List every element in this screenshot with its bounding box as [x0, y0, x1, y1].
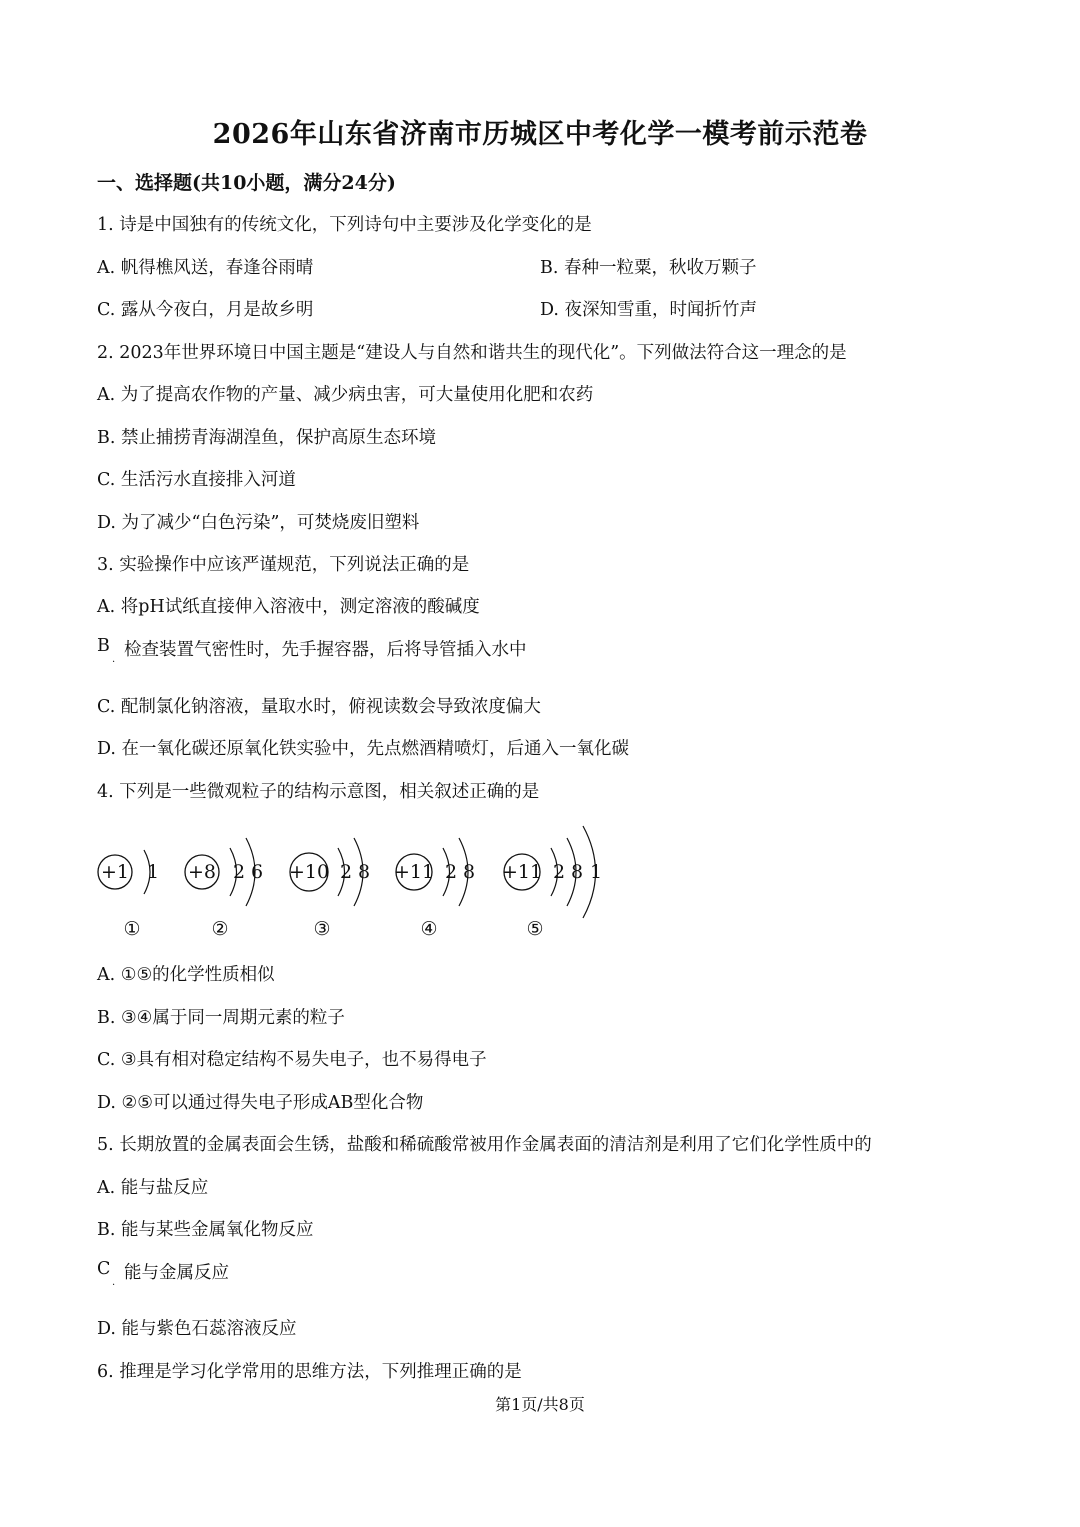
particle-1: [98, 850, 159, 940]
particle-5-electrons-1: 2: [552, 861, 566, 883]
particle-5-nucleus: +11: [501, 861, 543, 883]
q5-option-c-letter: C: [97, 1259, 111, 1279]
q2-option-a: A. 为了提高农作物的产量、减少病虫害，可大量使用化肥和农药: [97, 385, 594, 405]
q5-option-a: A. 能与盐反应: [97, 1178, 209, 1198]
q4-option-b: B. ③④属于同一周期元素的粒子: [97, 1008, 345, 1028]
q6-stem: 6. 推理是学习化学常用的思维方法，下列推理正确的是: [97, 1362, 522, 1382]
q5-stem: 5. 长期放置的金属表面会生锈，盐酸和稀硫酸常被用作金属表面的清洁剂是利用了它们化学性质中的: [97, 1135, 872, 1155]
q5-option-b: B. 能与某些金属氧化物反应: [97, 1220, 314, 1240]
particle-4-electrons-2: 8: [462, 861, 476, 883]
q3-option-c: C. 配制氯化钠溶液，量取水时，俯视读数会导致浓度偏大: [97, 697, 541, 717]
q2-option-c: C. 生活污水直接排入河道: [97, 470, 296, 490]
q1-option-a: A. 帆得樵风送，春逢谷雨晴: [97, 258, 314, 278]
atomic-structure-diagram: [90, 818, 620, 943]
particle-5-electrons-2: 8: [570, 861, 584, 883]
q4-stem: 4. 下列是一些微观粒子的结构示意图，相关叙述正确的是: [97, 782, 540, 802]
particle-3-electrons-1: 2: [339, 861, 353, 883]
q4-option-c: C. ③具有相对稳定结构不易失电子，也不易得电子: [97, 1050, 487, 1070]
q1-option-b: B. 春种一粒粟，秋收万颗子: [540, 258, 757, 278]
q5-option-c-dot: .: [112, 1277, 116, 1288]
section-heading: 一、选择题(共10小题，满分24分): [97, 172, 396, 194]
particle-1-label: ①: [123, 918, 141, 940]
particle-3-electrons-2: 8: [357, 861, 371, 883]
page-title: 2026年山东省济南市历城区中考化学一模考前示范卷: [212, 119, 868, 150]
particle-5-label: ⑤: [526, 918, 544, 940]
q2-stem: 2. 2023年世界环境日中国主题是“建设人与自然和谐共生的现代化”。下列做法符合这一理念的是: [97, 343, 847, 363]
particle-1-nucleus: +1: [100, 861, 130, 883]
particle-1-electrons-1: 1: [146, 861, 160, 883]
particle-4-nucleus: +11: [393, 861, 435, 883]
q4-option-a: A. ①⑤的化学性质相似: [97, 965, 275, 985]
q5-option-d: D. 能与紫色石蕊溶液反应: [97, 1319, 297, 1339]
particle-2-label: ②: [211, 918, 229, 940]
particle-2-electrons-1: 2: [232, 861, 246, 883]
particle-5-electrons-3: 1: [589, 861, 603, 883]
q3-option-b-dot: .: [112, 654, 116, 665]
q2-option-b: B. 禁止捕捞青海湖湟鱼，保护高原生态环境: [97, 428, 436, 448]
q3-option-b: 检查装置气密性时，先手握容器，后将导管插入水中: [124, 640, 527, 660]
particle-3-label: ③: [313, 918, 331, 940]
particle-3-nucleus: +10: [288, 861, 330, 883]
particle-2: [185, 838, 263, 940]
particle-4-label: ④: [420, 918, 438, 940]
page-footer: 第1页/共8页: [495, 1395, 585, 1414]
particle-3: [289, 838, 370, 940]
q2-option-d: D. 为了减少“白色污染”，可焚烧废旧塑料: [97, 513, 420, 533]
particle-2-nucleus: +8: [187, 861, 217, 883]
particle-4-electrons-1: 2: [444, 861, 458, 883]
particle-2-electrons-2: 6: [250, 861, 264, 883]
particle-5: [502, 826, 602, 940]
q3-option-d: D. 在一氧化碳还原氧化铁实验中，先点燃酒精喷灯，后通入一氧化碳: [97, 739, 630, 759]
q3-option-a: A. 将pH试纸直接伸入溶液中，测定溶液的酸碱度: [97, 597, 480, 617]
q3-option-b-letter: B: [97, 636, 110, 656]
q4-option-d: D. ②⑤可以通过得失电子形成AB型化合物: [97, 1093, 424, 1113]
particle-4: [394, 838, 475, 940]
q1-option-d: D. 夜深知雪重，时闻折竹声: [540, 300, 758, 320]
q5-option-c: 能与金属反应: [124, 1263, 229, 1283]
q3-stem: 3. 实验操作中应该严谨规范，下列说法正确的是: [97, 555, 470, 575]
q1-option-c: C. 露从今夜白，月是故乡明: [97, 300, 314, 320]
q1-stem: 1. 诗是中国独有的传统文化，下列诗句中主要涉及化学变化的是: [97, 215, 592, 235]
